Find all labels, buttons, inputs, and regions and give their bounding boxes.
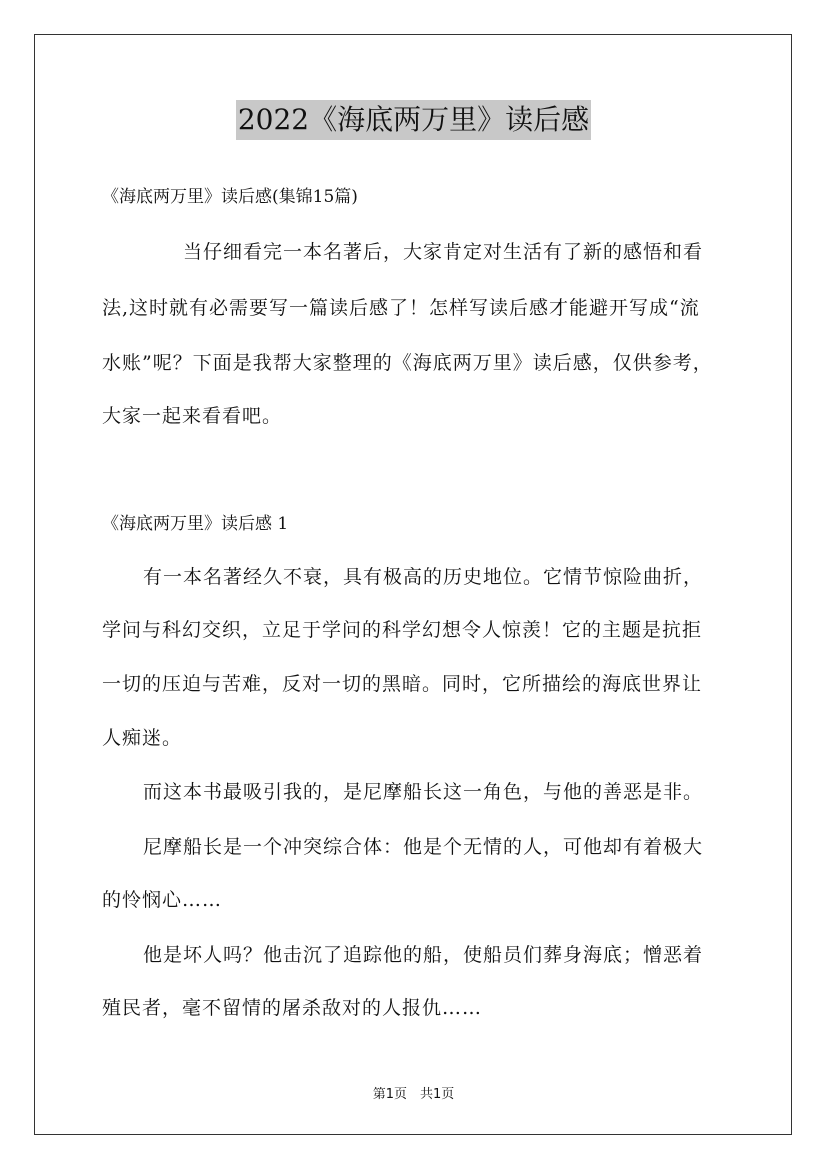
intro-line-1: 当仔细看完一本名著后，大家肯定对生活有了新的感悟和看 — [183, 241, 704, 263]
page-footer: 第1页 共1页 — [372, 1087, 455, 1102]
document-subtitle: 《海底两万里》读后感(集锦15篇) — [102, 187, 358, 207]
title-container — [0, 100, 827, 140]
section1-line-9: 殖民者，毫不留情的屠杀敌对的人报仇…… — [102, 997, 483, 1019]
section1-line-1: 有一本名著经久不衰，具有极高的历史地位。它情节惊险曲折， — [143, 566, 704, 588]
intro-line-4: 大家一起来看看吧。 — [102, 405, 283, 427]
section1-line-2: 学问与科幻交织，立足于学问的科学幻想令人惊羡！它的主题是抗拒 — [102, 619, 703, 641]
section1-line-8: 他是坏人吗？他击沉了追踪他的船，使船员们葬身海底；憎恶着 — [143, 944, 704, 966]
section1-line-3: 一切的压迫与苦难，反对一切的黑暗。同时，它所描绘的海底世界让 — [102, 673, 703, 695]
intro-line-3: 水账”呢？下面是我帮大家整理的《海底两万里》读后感，仅供参考， — [102, 352, 713, 374]
section1-heading: 《海底两万里》读后感 1 — [102, 514, 289, 534]
section1-line-6: 尼摩船长是一个冲突综合体：他是个无情的人，可他却有着极大 — [143, 836, 704, 858]
section1-line-4: 人痴迷。 — [102, 727, 183, 749]
document-title: 2022《海底两万里》读后感 — [236, 100, 591, 140]
section1-line-5: 而这本书最吸引我的，是尼摩船长这一角色，与他的善恶是非。 — [143, 781, 704, 803]
section1-line-7: 的怜悯心…… — [102, 889, 223, 911]
intro-line-2: 法,这时就有必需要写一篇读后感了！怎样写读后感才能避开写成“流 — [102, 297, 700, 319]
